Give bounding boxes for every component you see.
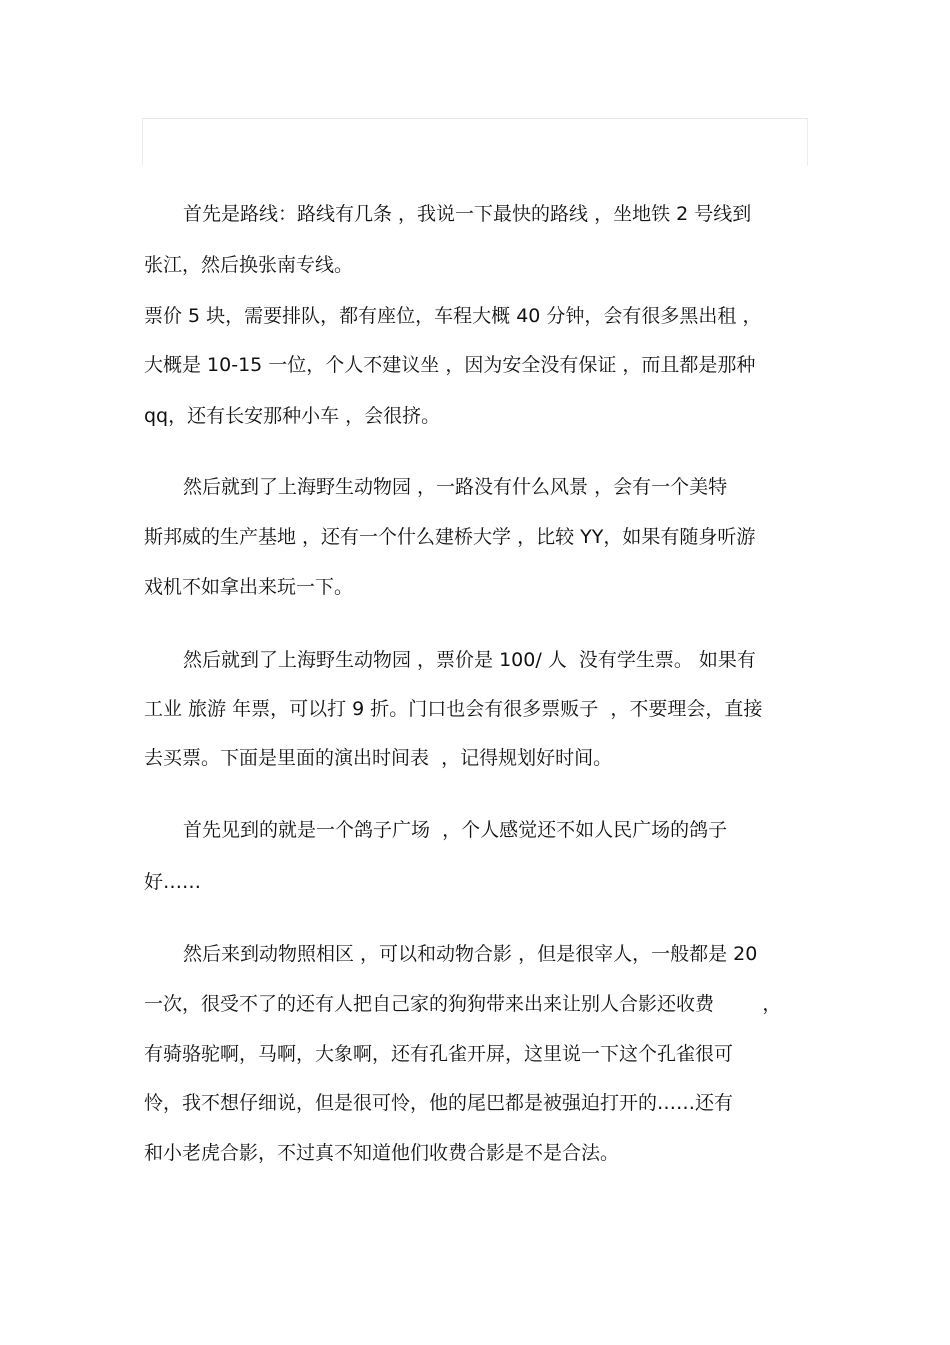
paragraph-4-line-2: 好…… [144, 871, 202, 893]
paragraph-5-line-5: 和小老虎合影，不过真不知道他们收费合影是不是合法。 [144, 1142, 620, 1164]
paragraph-1-line-4: 大概是 10-15 一位，个人不建议坐 ，因为安全没有保证 ，而且都是那种 [144, 354, 756, 376]
paragraph-2-line-3: 戏机不如拿出来玩一下。 [144, 576, 354, 598]
paragraph-1-line-2: 张江，然后换张南专线。 [144, 254, 354, 276]
paragraph-5-line-4: 怜，我不想仔细说，但是很可怜，他的尾巴都是被强迫打开的……还有 [144, 1092, 734, 1114]
paragraph-3-line-2: 工业 旅游 年票，可以打 9 折。门口也会有很多票贩子 ，不要理会，直接 [144, 698, 763, 720]
header-frame [142, 118, 808, 166]
paragraph-5-line-3: 有骑骆驼啊，马啊，大象啊，还有孔雀开屏，这里说一下这个孔雀很可 [144, 1043, 734, 1065]
paragraph-4-line-1: 首先见到的就是一个鸽子广场 ，个人感觉还不如人民广场的鸽子 [183, 819, 728, 841]
paragraph-2-line-2: 斯邦威的生产基地 ，还有一个什么建桥大学 ，比较 YY，如果有随身听游 [144, 526, 756, 548]
paragraph-1-line-3: 票价 5 块，需要排队，都有座位，车程大概 40 分钟，会有很多黑出租 ， [144, 305, 762, 327]
paragraph-3-line-3: 去买票。下面是里面的演出时间表 ，记得规划好时间。 [144, 747, 613, 769]
paragraph-1-line-5: qq，还有长安那种小车 ，会很挤。 [144, 405, 441, 427]
paragraph-2-line-1: 然后就到了上海野生动物园 ，一路没有什么风景 ，会有一个美特 [183, 476, 728, 498]
paragraph-3-line-1: 然后就到了上海野生动物园 ，票价是 100/ 人 没有学生票。 如果有 [183, 649, 756, 671]
paragraph-1-line-1: 首先是路线：路线有几条 ，我说一下最快的路线 ，坐地铁 2 号线到 [183, 203, 752, 225]
paragraph-5-line-1: 然后来到动物照相区 ，可以和动物合影 ，但是很宰人，一般都是 20 [183, 943, 758, 965]
paragraph-5-line-2: 一次，很受不了的还有人把自己家的狗狗带来出来让别人合影还收费 ， [144, 993, 782, 1015]
